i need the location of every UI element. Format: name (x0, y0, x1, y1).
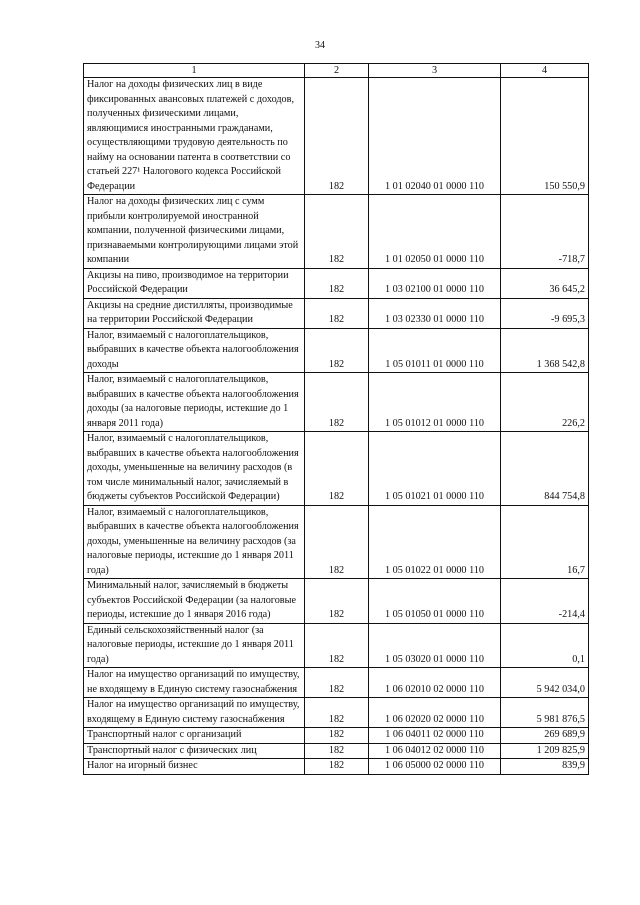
budget-classification-code-cell: 1 05 01012 01 0000 110 (369, 373, 501, 432)
amount-cell: 5 942 034,0 (501, 668, 589, 698)
administrator-code-cell: 182 (305, 698, 369, 728)
tax-name-cell: Транспортный налог с организаций (84, 728, 305, 744)
table-row (84, 728, 589, 744)
table-row (84, 668, 589, 698)
table-row (84, 579, 589, 624)
table-row (84, 432, 589, 506)
budget-classification-code-cell: 1 06 02020 02 0000 110 (369, 698, 501, 728)
table-row (84, 623, 589, 668)
table-row (84, 195, 589, 269)
tax-name-cell: Налог, взимаемый с налогоплательщиков, выбравших в качестве объекта налогообложения доходы (84, 328, 305, 373)
tax-name-cell: Единый сельскохозяйственный налог (за налоговые периоды, истекшие до 1 января 2011 года) (84, 623, 305, 668)
tax-name-cell: Налог на имущество организаций по имуществу, не входящему в Единую систему газоснабжения (84, 668, 305, 698)
amount-cell: 36 645,2 (501, 268, 589, 298)
tax-name-cell: Транспортный налог с физических лиц (84, 743, 305, 759)
amount-cell: 1 209 825,9 (501, 743, 589, 759)
column-number-1: 1 (84, 64, 305, 78)
page-number: 34 (315, 40, 325, 51)
budget-classification-code-cell: 1 03 02330 01 0000 110 (369, 298, 501, 328)
budget-classification-code-cell: 1 05 03020 01 0000 110 (369, 623, 501, 668)
column-number-2: 2 (305, 64, 369, 78)
administrator-code-cell: 182 (305, 759, 369, 775)
table-row (84, 328, 589, 373)
budget-classification-code-cell: 1 05 01011 01 0000 110 (369, 328, 501, 373)
table-row (84, 505, 589, 579)
table-row (84, 298, 589, 328)
administrator-code-cell: 182 (305, 432, 369, 506)
amount-cell: -718,7 (501, 195, 589, 269)
tax-name-cell: Налог, взимаемый с налогоплательщиков, выбравших в качестве объекта налогообложения доходы (за налоговые периоды, истекшие до 1 января 2011 года) (84, 373, 305, 432)
administrator-code-cell: 182 (305, 328, 369, 373)
revenue-table (83, 63, 589, 775)
column-number-row (84, 64, 589, 78)
table-row (84, 743, 589, 759)
amount-cell: 844 754,8 (501, 432, 589, 506)
amount-cell: 269 689,9 (501, 728, 589, 744)
amount-cell: 0,1 (501, 623, 589, 668)
administrator-code-cell: 182 (305, 743, 369, 759)
tax-name-cell: Налог на доходы физических лиц с сумм прибыли контролируемой иностранной компании, полученной физическими лицами, признаваемыми контролирующими лицами этой компании (84, 195, 305, 269)
administrator-code-cell: 182 (305, 623, 369, 668)
budget-classification-code-cell: 1 06 04011 02 0000 110 (369, 728, 501, 744)
tax-name-cell: Налог на игорный бизнес (84, 759, 305, 775)
tax-name-cell: Налог на имущество организаций по имуществу, входящему в Единую систему газоснабжения (84, 698, 305, 728)
budget-classification-code-cell: 1 01 02050 01 0000 110 (369, 195, 501, 269)
amount-cell: -9 695,3 (501, 298, 589, 328)
budget-classification-code-cell: 1 03 02100 01 0000 110 (369, 268, 501, 298)
tax-name-cell: Минимальный налог, зачисляемый в бюджеты субъектов Российской Федерации (за налоговые периоды, истекшие до 1 января 2016 года) (84, 579, 305, 624)
amount-cell: 839,9 (501, 759, 589, 775)
amount-cell: -214,4 (501, 579, 589, 624)
administrator-code-cell: 182 (305, 78, 369, 195)
budget-classification-code-cell: 1 05 01050 01 0000 110 (369, 579, 501, 624)
administrator-code-cell: 182 (305, 728, 369, 744)
amount-cell: 150 550,9 (501, 78, 589, 195)
administrator-code-cell: 182 (305, 668, 369, 698)
administrator-code-cell: 182 (305, 298, 369, 328)
amount-cell: 5 981 876,5 (501, 698, 589, 728)
column-number-4: 4 (501, 64, 589, 78)
administrator-code-cell: 182 (305, 579, 369, 624)
tax-name-cell: Налог на доходы физических лиц в виде фиксированных авансовых платежей с доходов, полученных физическими лицами, являющимися иностранными гражданами, осуществляющими трудовую деятельность по найму на основании патента в соответствии со статьей 227¹ Налогового кодекса Российской Федерации (84, 78, 305, 195)
table-row (84, 78, 589, 195)
budget-classification-code-cell: 1 01 02040 01 0000 110 (369, 78, 501, 195)
administrator-code-cell: 182 (305, 195, 369, 269)
administrator-code-cell: 182 (305, 373, 369, 432)
tax-name-cell: Акцизы на средние дистилляты, производимые на территории Российской Федерации (84, 298, 305, 328)
administrator-code-cell: 182 (305, 268, 369, 298)
budget-classification-code-cell: 1 06 04012 02 0000 110 (369, 743, 501, 759)
tax-name-cell: Налог, взимаемый с налогоплательщиков, выбравших в качестве объекта налогообложения доходы, уменьшенные на величину расходов (в том числе минимальный налог, зачисляемый в бюджеты субъектов Российской Федерации) (84, 432, 305, 506)
amount-cell: 16,7 (501, 505, 589, 579)
budget-classification-code-cell: 1 05 01021 01 0000 110 (369, 432, 501, 506)
budget-classification-code-cell: 1 06 05000 02 0000 110 (369, 759, 501, 775)
tax-name-cell: Налог, взимаемый с налогоплательщиков, выбравших в качестве объекта налогообложения доходы, уменьшенные на величину расходов (за налоговые периоды, истекшие до 1 января 2011 года) (84, 505, 305, 579)
amount-cell: 1 368 542,8 (501, 328, 589, 373)
table-row (84, 698, 589, 728)
amount-cell: 226,2 (501, 373, 589, 432)
administrator-code-cell: 182 (305, 505, 369, 579)
budget-classification-code-cell: 1 05 01022 01 0000 110 (369, 505, 501, 579)
table-row (84, 759, 589, 775)
table-row (84, 373, 589, 432)
column-number-3: 3 (369, 64, 501, 78)
budget-classification-code-cell: 1 06 02010 02 0000 110 (369, 668, 501, 698)
tax-name-cell: Акцизы на пиво, производимое на территории Российской Федерации (84, 268, 305, 298)
table-row (84, 268, 589, 298)
